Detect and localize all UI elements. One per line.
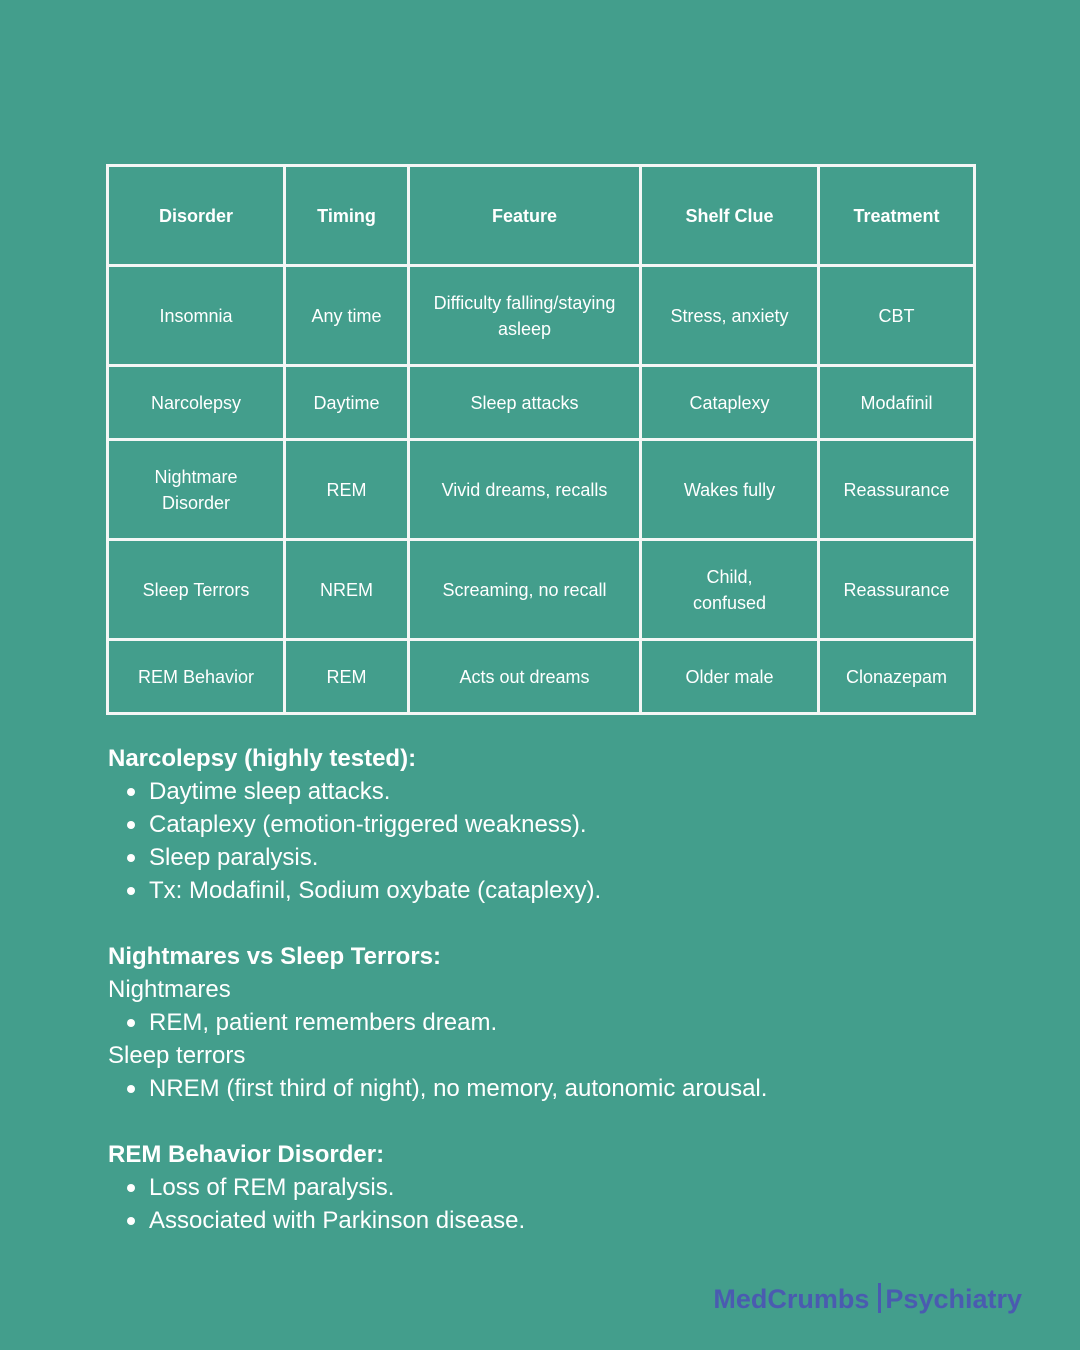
list-item-text: Daytime sleep attacks. (149, 778, 391, 805)
nightmares-vs-terrors-title: Nightmares vs Sleep Terrors: (108, 943, 442, 970)
sleep-terrors-list (108, 1072, 1008, 1105)
table-cell: Daytime (285, 366, 409, 440)
list-item-text: Loss of REM paralysis. (149, 1174, 395, 1201)
list-item-text: Sleep paralysis. (149, 844, 319, 871)
list-item (108, 841, 1008, 874)
table-cell: Sleep Terrors (108, 540, 285, 640)
header-timing: Timing (285, 166, 409, 266)
rem-behavior-list (108, 1171, 1008, 1237)
sleep-disorders-table-wrapper (106, 164, 976, 715)
table-cell: REM Behavior (108, 640, 285, 714)
brand-logo (713, 1283, 1022, 1315)
list-item-text: Associated with Parkinson disease. (149, 1207, 526, 1234)
narcolepsy-list (108, 775, 1008, 907)
bullet-icon (127, 1085, 135, 1093)
nightmares-label: Nightmares (108, 976, 231, 1003)
list-item (108, 1171, 1008, 1204)
brand-separator (878, 1283, 881, 1313)
list-item (108, 874, 1008, 907)
header-feature: Feature (409, 166, 641, 266)
table-cell: Clonazepam (819, 640, 975, 714)
table-row (108, 266, 975, 366)
bullet-icon (127, 1184, 135, 1192)
list-item (108, 1006, 1008, 1039)
header-treatment: Treatment (819, 166, 975, 266)
table-cell: Vivid dreams, recalls (409, 440, 641, 540)
table-row (108, 540, 975, 640)
table-cell: CBT (819, 266, 975, 366)
table-cell: REM (285, 440, 409, 540)
list-item (108, 775, 1008, 808)
table-cell: Narcolepsy (108, 366, 285, 440)
table-cell: Nightmare Disorder (108, 440, 285, 540)
list-item (108, 1072, 1008, 1105)
table-row (108, 440, 975, 540)
bullet-icon (127, 821, 135, 829)
list-item (108, 808, 1008, 841)
header-shelf-clue: Shelf Clue (641, 166, 819, 266)
table-cell: Modafinil (819, 366, 975, 440)
table-cell: Child, confused (641, 540, 819, 640)
table-cell: Difficulty falling/staying asleep (409, 266, 641, 366)
table-cell: Wakes fully (641, 440, 819, 540)
sleep-disorders-table (106, 164, 976, 715)
brand-subject: Psychiatry (885, 1284, 1022, 1314)
nightmares-vs-terrors-section (108, 940, 1008, 1105)
brand-name: MedCrumbs (713, 1284, 870, 1314)
rem-behavior-title: REM Behavior Disorder: (108, 1141, 385, 1168)
table-cell: REM (285, 640, 409, 714)
narcolepsy-title: Narcolepsy (highly tested): (108, 745, 417, 772)
header-disorder: Disorder (108, 166, 285, 266)
table-cell: Any time (285, 266, 409, 366)
list-item-text: REM, patient remembers dream. (149, 1009, 498, 1036)
table-cell: Reassurance (819, 540, 975, 640)
table-row (108, 366, 975, 440)
bullet-icon (127, 887, 135, 895)
notes-section (108, 742, 1008, 1270)
table-cell: Acts out dreams (409, 640, 641, 714)
bullet-icon (127, 1217, 135, 1225)
rem-behavior-section (108, 1138, 1008, 1237)
sleep-terrors-label: Sleep terrors (108, 1042, 246, 1069)
nightmares-list (108, 1006, 1008, 1039)
table-cell: Sleep attacks (409, 366, 641, 440)
list-item-text: NREM (first third of night), no memory, autonomic arousal. (149, 1075, 768, 1102)
table-cell: Insomnia (108, 266, 285, 366)
table-cell: Older male (641, 640, 819, 714)
narcolepsy-section (108, 742, 1008, 907)
table-cell: NREM (285, 540, 409, 640)
table-cell: Screaming, no recall (409, 540, 641, 640)
bullet-icon (127, 854, 135, 862)
bullet-icon (127, 788, 135, 796)
table-header-row (108, 166, 975, 266)
list-item (108, 1204, 1008, 1237)
table-cell: Reassurance (819, 440, 975, 540)
table-row (108, 640, 975, 714)
bullet-icon (127, 1019, 135, 1027)
list-item-text: Tx: Modafinil, Sodium oxybate (cataplexy). (149, 877, 602, 904)
table-cell: Stress, anxiety (641, 266, 819, 366)
list-item-text: Cataplexy (emotion-triggered weakness). (149, 811, 587, 838)
table-cell: Cataplexy (641, 366, 819, 440)
